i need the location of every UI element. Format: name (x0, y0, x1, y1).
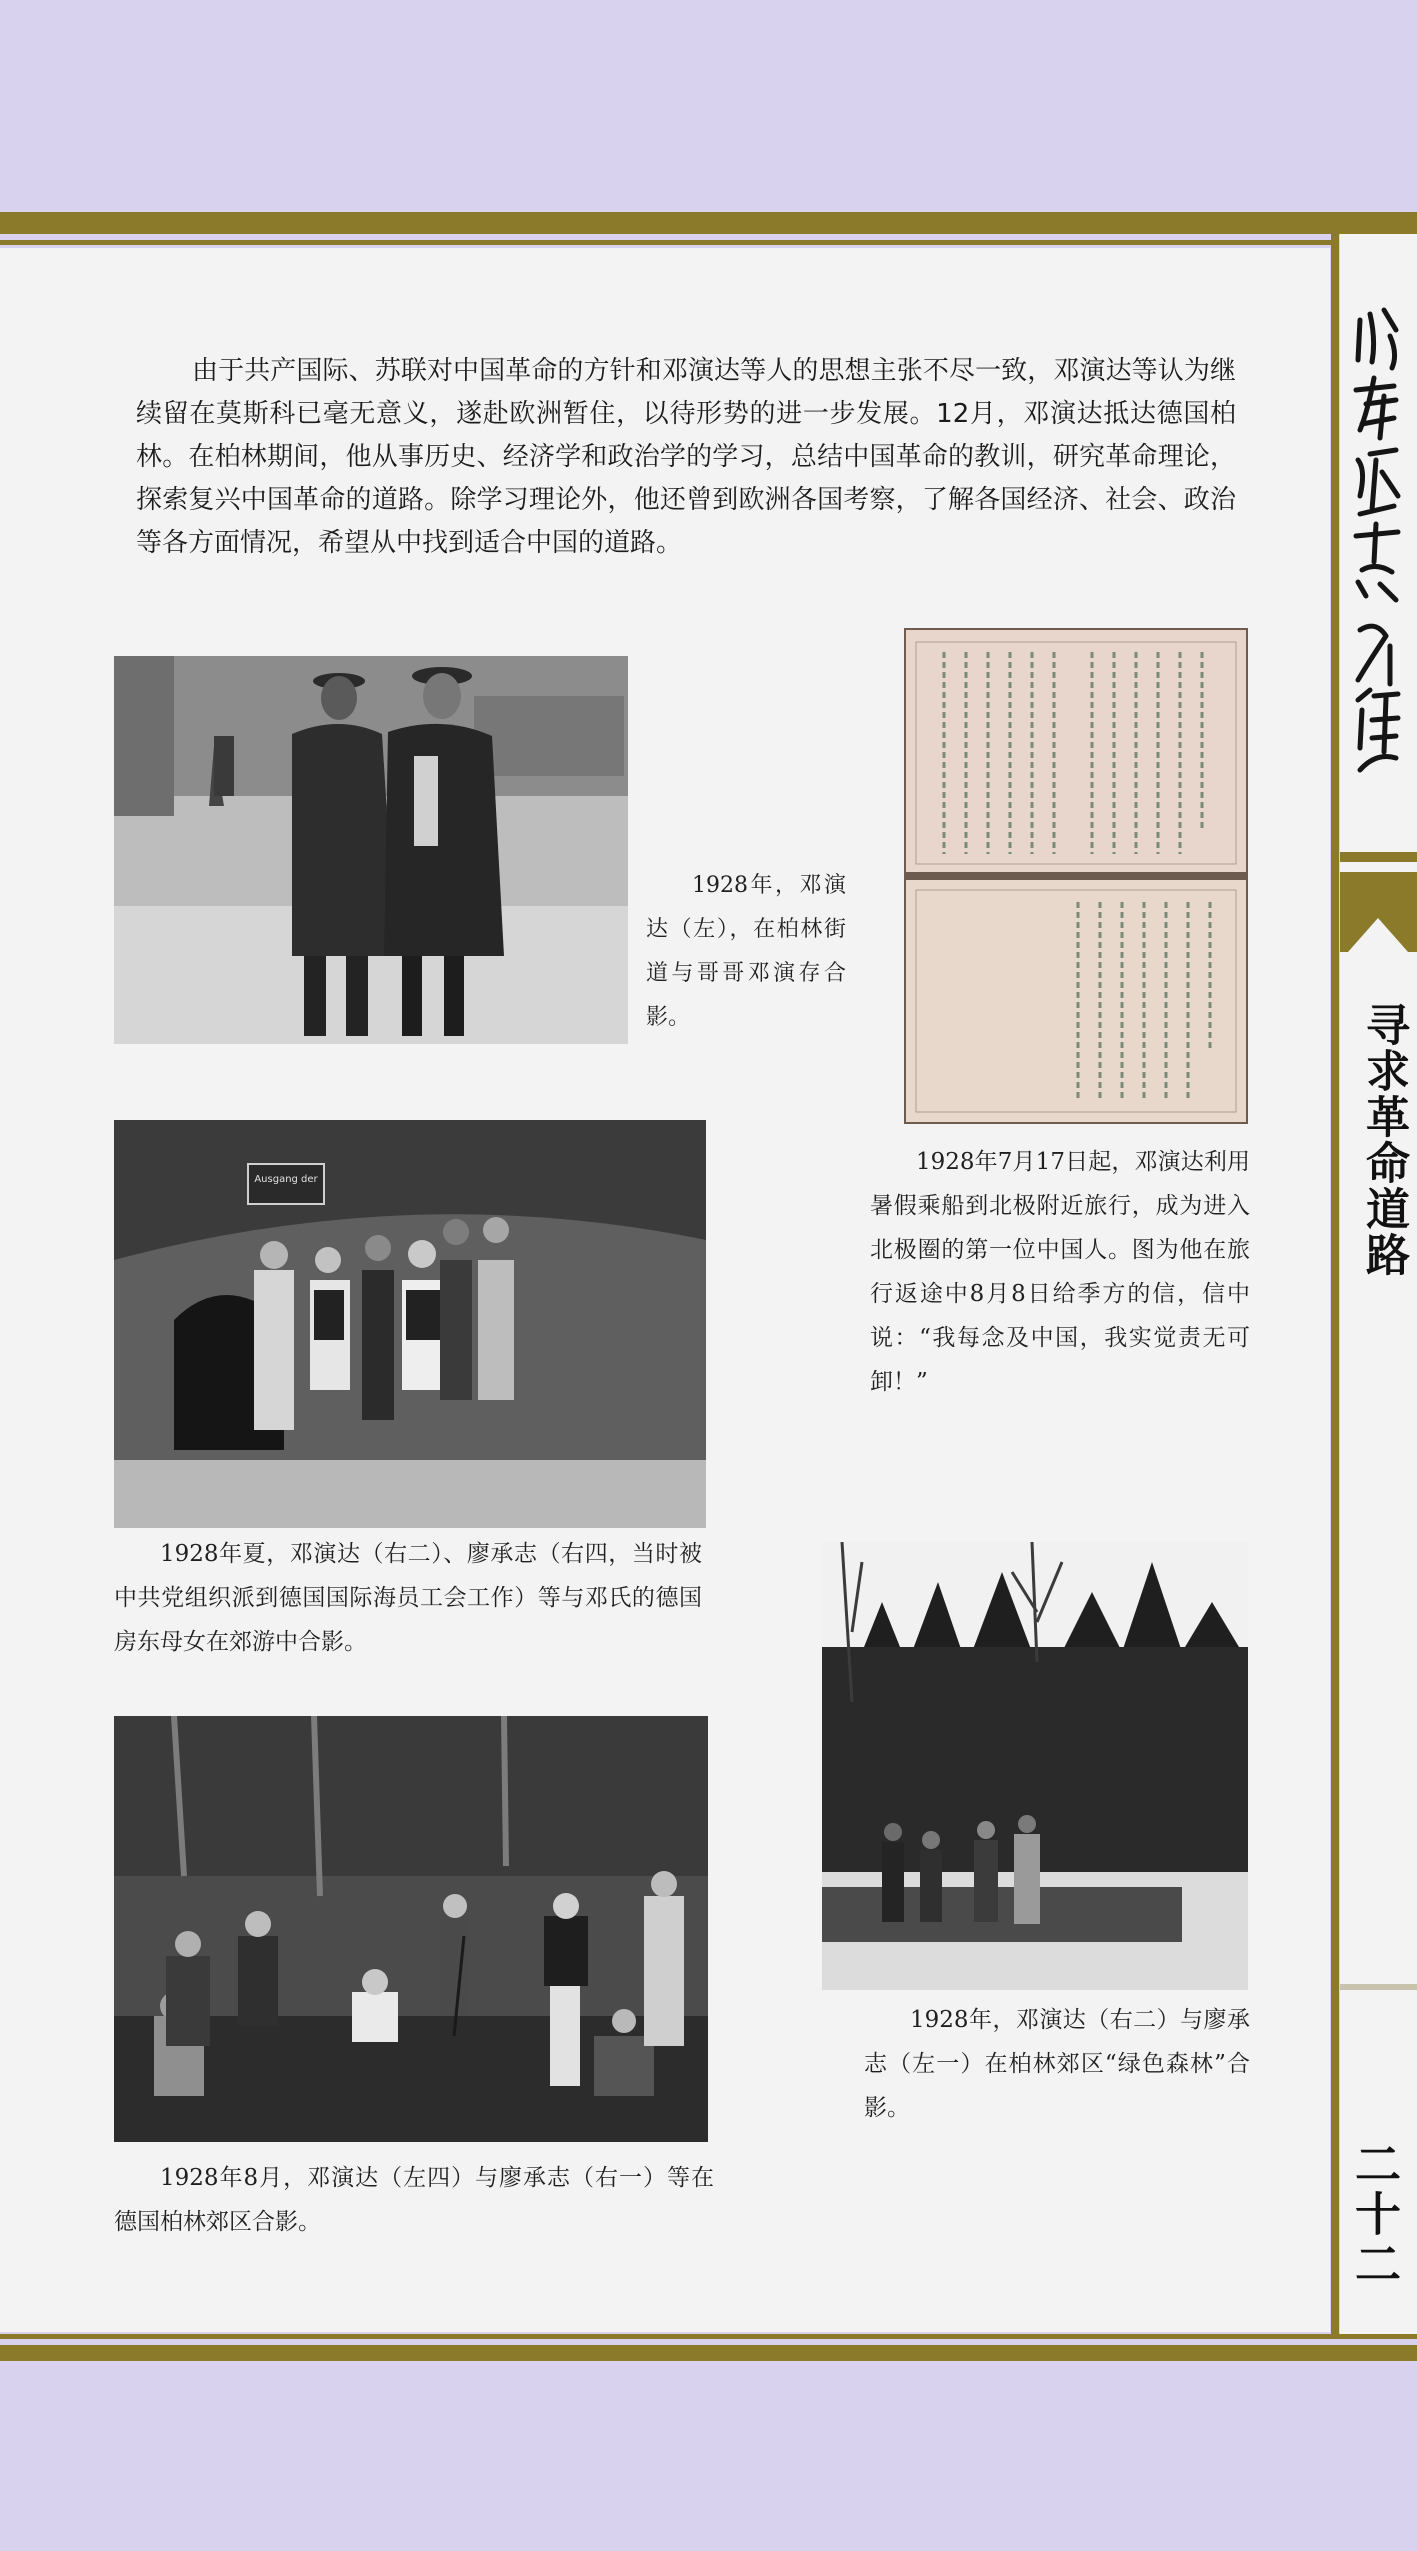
bottom-border-rule (0, 2334, 1417, 2339)
sidebar-separator (1340, 852, 1417, 862)
bottom-border-band (0, 2345, 1417, 2361)
group-photo-caption: 1928年8月，邓演达（左四）与廖承志（右一）等在德国柏林郊区合影。 (114, 2165, 714, 2235)
street-photo (114, 656, 628, 1044)
cave-photo (114, 1120, 706, 1528)
sidebar-rule (1331, 234, 1339, 2334)
forest-photo (822, 1542, 1248, 1990)
page-number: 二十二 (1348, 2140, 1402, 2290)
cave-sign-text: Ausgang der (254, 1174, 318, 1185)
street-photo-caption: 1928年，邓演达（左），在柏林街道与哥哥邓演存合影。 (646, 873, 846, 1030)
cave-photo-caption: 1928年夏，邓演达（右二）、廖承志（右四，当时被中共党组织派到德国国际海员工会工作）等与邓氏的德国房东母女在郊游中合影。 (114, 1541, 702, 1655)
top-border-band (0, 212, 1417, 234)
letter-photo (904, 628, 1248, 1124)
chapter-tab (1340, 872, 1417, 952)
calligraphy-inscription (1346, 300, 1408, 780)
group-photo (114, 1716, 708, 2142)
chapter-title: 寻求革命道路 (1358, 1002, 1409, 1278)
letter-photo-caption: 1928年7月17日起，邓演达利用暑假乘船到北极附近旅行，成为进入北极圈的第一位中国人。图为他在旅行返途中8月8日给季方的信，信中说：“我每念及中国，我实觉责无可卸！” (870, 1149, 1250, 1395)
intro-paragraph: 由于共产国际、苏联对中国革命的方针和邓演达等人的思想主张不尽一致，邓演达等认为继续留在莫斯科已毫无意义，遂赴欧洲暂住，以待形势的进一步发展。12月，邓演达抵达德国柏林。在柏林期间，他从事历史、经济学和政治学的学习，总结中国革命的教训，研究革命理论，探索复兴中国革命的道路。除学习理论外，他还曾到欧洲各国考察，了解各国经济、社会、政治等各方面情况，希望从中找到适合中国的道路。 (136, 356, 1236, 558)
top-border-rule (0, 240, 1335, 245)
sidebar-separator-lower (1340, 1984, 1417, 1990)
forest-photo-caption: 1928年，邓演达（右二）与廖承志（左一）在柏林郊区“绿色森林”合影。 (864, 2007, 1250, 2121)
